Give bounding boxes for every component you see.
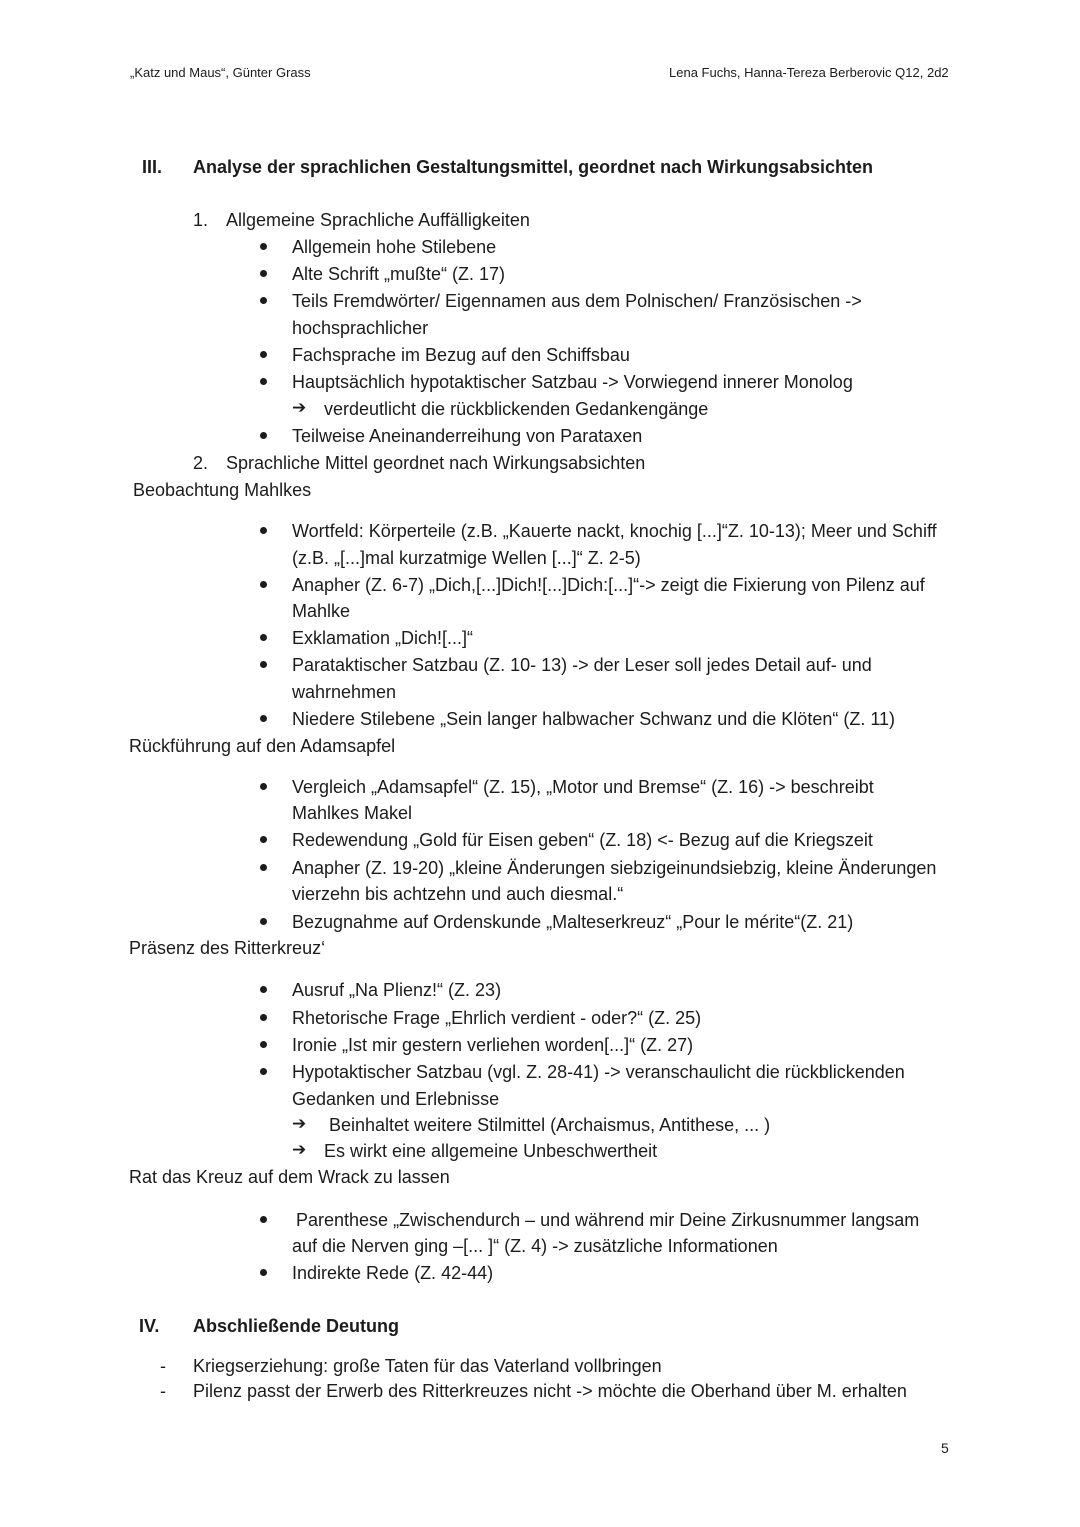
bullet-dot (260, 297, 267, 304)
header-right: Lena Fuchs, Hanna-Tereza Berberovic Q12, 2d2 (669, 65, 949, 80)
bullet-dot (260, 661, 267, 668)
arrow-right-icon: ➔ (292, 1114, 307, 1133)
group-heading: Beobachtung Mahlkes (133, 480, 312, 500)
bullet-dot (260, 986, 267, 993)
bullet-dot (260, 527, 267, 534)
bullet-dot (260, 1014, 267, 1021)
arrow-right-icon: ➔ (292, 1140, 307, 1159)
list-item-continuation: hochsprachlicher (292, 318, 429, 338)
list-item: Anapher (Z. 19-20) „kleine Änderungen siebzigeinundsiebzig, kleine Änderungen (292, 858, 937, 878)
list-item: Pilenz passt der Erwerb des Ritterkreuzes nicht -> möchte die Oberhand über M. erhalten (193, 1381, 907, 1401)
list-item: Anapher (Z. 6-7) „Dich,[...]Dich![...]Dich:[...]“-> zeigt die Fixierung von Pilenz auf (292, 575, 925, 595)
section-3-numeral: III. (142, 157, 163, 177)
dash-marker: - (160, 1381, 166, 1401)
header-left: „Katz und Maus“, Günter Grass (130, 65, 311, 80)
bullet-dot (260, 918, 267, 925)
bullet-dot (260, 864, 267, 871)
list-item: Bezugnahme auf Ordenskunde „Malteserkreuz“ „Pour le mérite“(Z. 21) (292, 912, 854, 932)
list-item: Exklamation „Dich![...]“ (292, 628, 474, 648)
list-item: Ironie „Ist mir gestern verliehen worden[...]“ (Z. 27) (292, 1035, 694, 1055)
section-3-title: Analyse der sprachlichen Gestaltungsmittel, geordnet nach Wirkungsabsichten (193, 157, 874, 177)
group-heading: Rat das Kreuz auf dem Wrack zu lassen (129, 1167, 450, 1187)
bullet-dot (260, 783, 267, 790)
list-item-continuation: Mahlkes Makel (292, 803, 413, 823)
bullet-dot (260, 1269, 267, 1276)
list-item: Teilweise Aneinanderreihung von Parataxen (292, 426, 643, 446)
list-item-continuation: Mahlke (292, 601, 351, 621)
list-item: Wortfeld: Körperteile (z.B. „Kauerte nackt, knochig [...]“Z. 10-13); Meer und Schiff (292, 521, 937, 541)
dash-marker: - (160, 1356, 166, 1376)
list-item: Fachsprache im Bezug auf den Schiffsbau (292, 345, 630, 365)
list-item-continuation: wahrnehmen (292, 682, 397, 702)
list-item: Hauptsächlich hypotaktischer Satzbau -> Vorwiegend innerer Monolog (292, 372, 853, 392)
list-item: Teils Fremdwörter/ Eigennamen aus dem Polnischen/ Französischen -> (292, 291, 862, 311)
list-item: Niedere Stilebene „Sein langer halbwacher Schwanz und die Klöten“ (Z. 11) (292, 709, 896, 729)
list-item: Beinhaltet weitere Stilmittel (Archaismus, Antithese, ... ) (329, 1115, 771, 1135)
list-item: Kriegserziehung: große Taten für das Vaterland vollbringen (193, 1356, 662, 1376)
list-item-continuation: Gedanken und Erlebnisse (292, 1089, 500, 1109)
list-item: Es wirkt eine allgemeine Unbeschwertheit (324, 1141, 658, 1161)
list-item: verdeutlicht die rückblickenden Gedankengänge (324, 399, 709, 419)
bullet-dot (260, 378, 267, 385)
group-heading: Rückführung auf den Adamsapfel (129, 736, 396, 756)
list-item: Rhetorische Frage „Ehrlich verdient - oder?“ (Z. 25) (292, 1008, 702, 1028)
bullet-dot (260, 634, 267, 641)
bullet-dot (260, 243, 267, 250)
list-item: Parenthese „Zwischendurch – und während mir Deine Zirkusnummer langsam (296, 1210, 920, 1230)
list-item: Redewendung „Gold für Eisen geben“ (Z. 18) <- Bezug auf die Kriegszeit (292, 830, 873, 850)
bullet-dot (260, 581, 267, 588)
group-heading: Präsenz des Ritterkreuz‘ (129, 938, 326, 958)
list-item-continuation: (z.B. „[...]mal kurzatmige Wellen [...]“ Z. 2-5) (292, 548, 641, 568)
list-item: Vergleich „Adamsapfel“ (Z. 15), „Motor und Bremse“ (Z. 16) -> beschreibt (292, 777, 874, 797)
list-item: Indirekte Rede (Z. 42-44) (292, 1263, 494, 1283)
bullet-dot (260, 836, 267, 843)
section-4-title: Abschließende Deutung (193, 1316, 400, 1336)
list-item: Allgemein hohe Stilebene (292, 237, 497, 257)
section-4-numeral: IV. (139, 1316, 160, 1336)
arrow-right-icon: ➔ (292, 398, 307, 417)
sub1-title: Allgemeine Sprachliche Auffälligkeiten (226, 210, 530, 230)
list-item: Parataktischer Satzbau (Z. 10- 13) -> der Leser soll jedes Detail auf- und (292, 655, 872, 675)
list-item: Ausruf „Na Plienz!“ (Z. 23) (292, 980, 502, 1000)
list-item-continuation: vierzehn bis achtzehn und auch diesmal.“ (292, 884, 624, 904)
list-item-continuation: auf die Nerven ging –[... ]“ (Z. 4) -> zusätzliche Informationen (292, 1236, 778, 1256)
page-number: 5 (941, 1440, 949, 1456)
bullet-dot (260, 270, 267, 277)
bullet-dot (260, 715, 267, 722)
sub2-title: Sprachliche Mittel geordnet nach Wirkungsabsichten (226, 453, 646, 473)
sub1-number: 1. (193, 210, 209, 230)
sub2-number: 2. (193, 453, 209, 473)
list-item: Alte Schrift „mußte“ (Z. 17) (292, 264, 506, 284)
bullet-dot (260, 351, 267, 358)
list-item: Hypotaktischer Satzbau (vgl. Z. 28-41) -> veranschaulicht die rückblickenden (292, 1062, 905, 1082)
bullet-dot (260, 432, 267, 439)
bullet-dot (260, 1041, 267, 1048)
bullet-dot (260, 1068, 267, 1075)
bullet-dot (260, 1216, 267, 1223)
